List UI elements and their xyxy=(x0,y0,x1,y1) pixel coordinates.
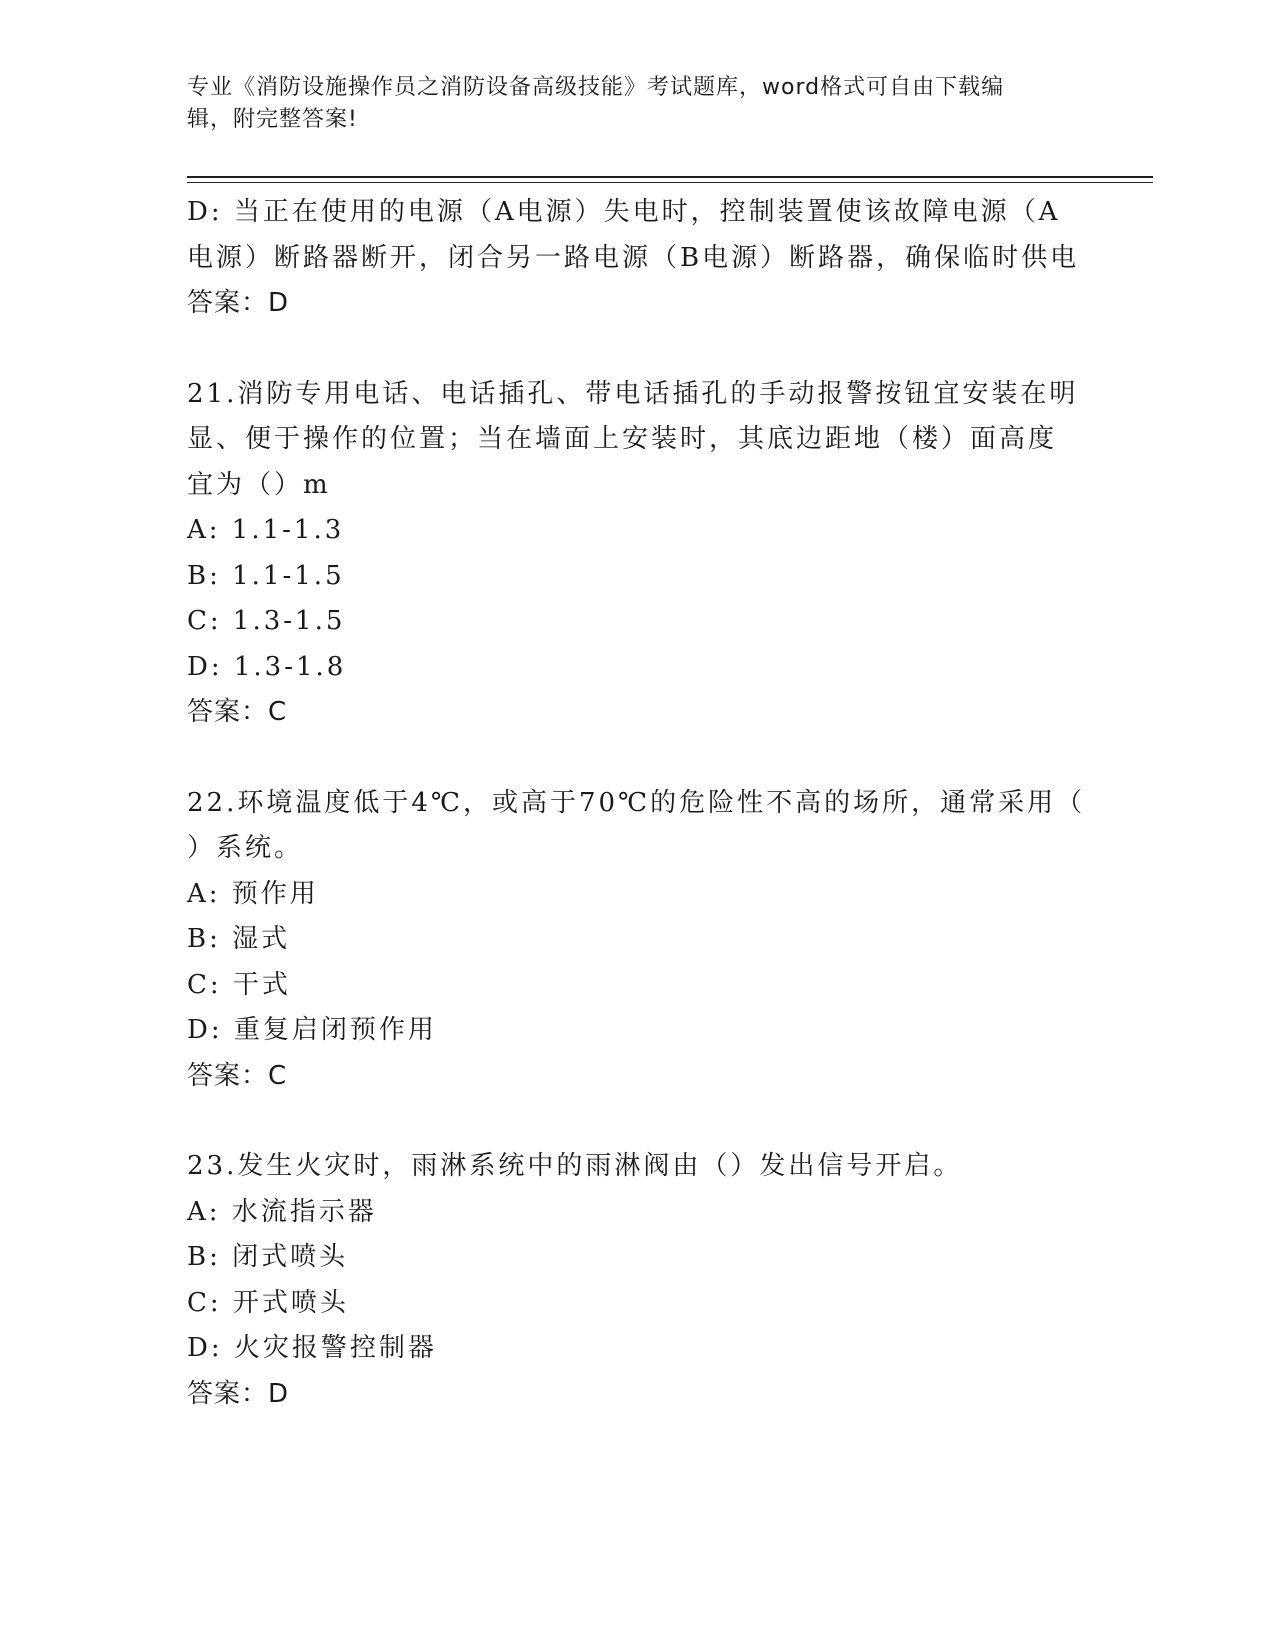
question-stem-line: ）系统。 xyxy=(187,833,304,863)
option-a: A: 1.1-1.3 xyxy=(187,515,345,545)
spacer xyxy=(187,736,1087,781)
header-line-1: 专业《消防设施操作员之消防设备高级技能》考试题库，word格式可自由下载编 xyxy=(187,75,1005,100)
answer-line: 答案：C xyxy=(187,1060,288,1091)
option-b: B: 闭式喷头 xyxy=(187,1242,349,1272)
question-stem-line: 23.发生火灾时，雨淋系统中的雨淋阀由（）发出信号开启。 xyxy=(187,1151,963,1181)
header-divider-thin xyxy=(187,182,1153,183)
option-c: C: 干式 xyxy=(187,969,291,1000)
answer-line: 答案：C xyxy=(187,697,288,727)
question-stem-line: 22.环境温度低于4℃，或高于70℃的危险性不高的场所，通常采用（ xyxy=(187,787,1086,818)
question-stem-line: 宜为（）m xyxy=(187,469,331,500)
option-c: C: 1.3-1.5 xyxy=(187,606,346,636)
header-line-2: 辑，附完整答案! xyxy=(187,107,358,132)
option-d: D: 重复启闭预作用 xyxy=(187,1015,437,1045)
option-a: A: 水流指示器 xyxy=(187,1196,377,1227)
answer-line: 答案：D xyxy=(187,1378,290,1409)
answer-line: 答案：D xyxy=(187,288,290,318)
question-21 xyxy=(187,372,1087,736)
option-b: B: 湿式 xyxy=(187,924,291,954)
option-d-line-1: D: 当正在使用的电源（A电源）失电时，控制装置使该故障电源（A xyxy=(187,197,1061,227)
carryover-block xyxy=(187,190,1087,327)
option-d: D: 火灾报警控制器 xyxy=(187,1333,437,1363)
question-22 xyxy=(187,781,1087,1100)
question-stem-line: 显、便于操作的位置；当在墙面上安装时，其底边距地（楼）面高度 xyxy=(187,424,1058,454)
question-stem-line: 21.消防专用电话、电话插孔、带电话插孔的手动报警按钮宜安装在明 xyxy=(187,378,1079,409)
option-a: A: 预作用 xyxy=(187,878,319,909)
option-d-line-2: 电源）断路器断开，闭合另一路电源（B电源）断路器，确保临时供电 xyxy=(187,242,1080,273)
spacer xyxy=(187,1099,1087,1144)
document-body xyxy=(187,190,1087,1417)
page-header xyxy=(187,72,1067,136)
header-divider-thick xyxy=(187,176,1153,178)
question-23 xyxy=(187,1144,1087,1417)
option-c: C: 开式喷头 xyxy=(187,1287,349,1318)
spacer xyxy=(187,327,1087,372)
option-b: B: 1.1-1.5 xyxy=(187,560,345,591)
option-d: D: 1.3-1.8 xyxy=(187,651,347,682)
